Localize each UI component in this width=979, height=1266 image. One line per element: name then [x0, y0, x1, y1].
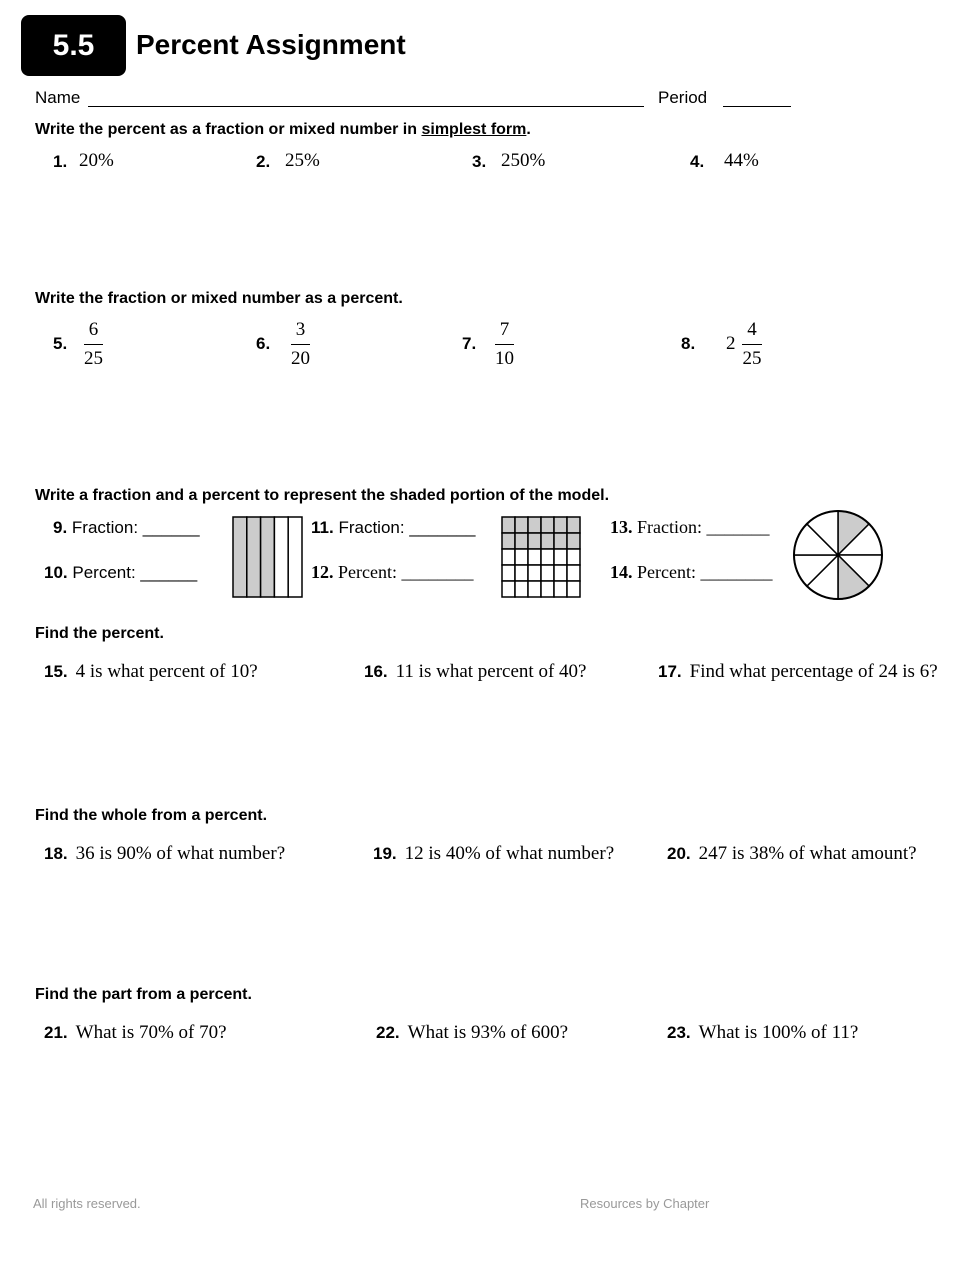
grid-cell	[554, 565, 567, 581]
problem-number: 21.	[44, 1023, 68, 1042]
problem-value: 250%	[501, 150, 546, 171]
grid-cell	[554, 517, 567, 533]
grid-cell	[528, 565, 541, 581]
numerator: 4	[742, 319, 762, 345]
grid-cell	[554, 533, 567, 549]
problem-number: 2.	[256, 152, 271, 171]
question-label: Percent:	[637, 562, 696, 582]
footer-copyright: All rights reserved.	[33, 1196, 141, 1211]
grid-cell	[554, 549, 567, 565]
problem-number: 3.	[472, 152, 487, 171]
problem-text: 12 is 40% of what number?	[404, 843, 615, 864]
model-question	[311, 518, 476, 538]
question-label: Percent:	[72, 563, 136, 582]
numerator: 7	[495, 319, 515, 345]
lesson-badge	[21, 15, 126, 76]
whole-part: 2	[726, 333, 736, 355]
word-problem	[44, 1022, 227, 1044]
strip-part	[233, 517, 247, 597]
instruction-end: .	[526, 121, 531, 138]
section-2-instruction: Write the fraction or mixed number as a percent.	[35, 290, 403, 307]
grid-cell	[541, 517, 554, 533]
model-question	[610, 562, 772, 583]
problem-text: What is 93% of 600?	[407, 1022, 569, 1043]
problem-value: 20%	[79, 150, 114, 171]
lesson-number: 5.5	[52, 28, 95, 62]
question-label: Fraction:	[71, 518, 139, 537]
grid-cell	[502, 549, 515, 565]
problem-number: 23.	[667, 1023, 691, 1042]
grid-cell	[528, 533, 541, 549]
answer-blank[interactable]: ______	[142, 518, 200, 537]
answer-blank[interactable]: ________	[401, 562, 474, 582]
word-problem	[44, 843, 285, 865]
problem-number: 10.	[44, 563, 68, 582]
strip-part	[247, 517, 261, 597]
period-field[interactable]	[723, 106, 791, 107]
problem-number: 16.	[364, 662, 388, 681]
grid-cell	[567, 581, 580, 597]
problem-number: 13.	[610, 517, 633, 537]
strip-part	[261, 517, 275, 597]
question-label: Percent:	[338, 562, 397, 582]
answer-blank[interactable]: ______	[140, 563, 198, 582]
problem-number: 9.	[53, 518, 68, 537]
strip-part	[274, 517, 288, 597]
problem-number: 6.	[256, 334, 271, 353]
model-question	[610, 517, 770, 538]
grid-cell	[502, 517, 515, 533]
strip-model	[232, 516, 304, 599]
problem-number: 8.	[681, 334, 696, 353]
problem-value: 44%	[724, 150, 759, 171]
grid-cell	[541, 565, 554, 581]
section-3-instruction: Write a fraction and a percent to represent the shaded portion of the model.	[35, 487, 610, 504]
grid-cell	[528, 517, 541, 533]
denominator: 20	[291, 347, 310, 369]
instruction-emphasis: simplest form	[421, 121, 527, 138]
grid-model	[501, 516, 582, 599]
word-problem	[373, 843, 614, 865]
word-problem	[44, 661, 258, 683]
denominator: 25	[742, 347, 762, 369]
circle-model	[790, 508, 886, 602]
answer-blank[interactable]: ________	[700, 562, 773, 582]
word-problem	[658, 661, 938, 683]
problem-number: 1.	[53, 152, 68, 171]
mixed-number	[726, 319, 767, 370]
question-label: Fraction:	[637, 517, 702, 537]
question-label: Fraction:	[338, 518, 405, 537]
grid-cell	[567, 565, 580, 581]
grid-cell	[554, 581, 567, 597]
grid-cell	[528, 581, 541, 597]
problem-text: 247 is 38% of what amount?	[698, 843, 917, 864]
fraction	[79, 319, 108, 370]
problem-number: 17.	[658, 662, 682, 681]
problem-number: 12.	[311, 562, 334, 582]
strip-part	[288, 517, 302, 597]
section-5-instruction: Find the whole from a percent.	[35, 807, 268, 824]
grid-cell	[502, 565, 515, 581]
word-problem	[667, 1022, 858, 1044]
grid-cell	[502, 581, 515, 597]
grid-cell	[541, 581, 554, 597]
problem-text: What is 70% of 70?	[75, 1022, 227, 1043]
problem-number: 5.	[53, 334, 68, 353]
grid-cell	[502, 533, 515, 549]
fraction	[490, 319, 519, 370]
problem-number: 11.	[311, 518, 334, 537]
problem-text: Find what percentage of 24 is 6?	[689, 661, 938, 682]
grid-cell	[515, 565, 528, 581]
name-field[interactable]	[88, 106, 644, 107]
section-1-instruction	[35, 121, 531, 139]
problem-number: 14.	[610, 562, 633, 582]
grid-cell	[515, 581, 528, 597]
word-problem	[364, 661, 586, 683]
problem-number: 15.	[44, 662, 68, 681]
grid-cell	[567, 549, 580, 565]
grid-cell	[541, 533, 554, 549]
denominator: 10	[495, 347, 514, 369]
word-problem	[376, 1022, 568, 1044]
word-problem	[667, 843, 917, 865]
problem-number: 20.	[667, 844, 691, 863]
problem-text: What is 100% of 11?	[698, 1022, 859, 1043]
grid-cell	[541, 549, 554, 565]
answer-blank[interactable]: _______	[409, 518, 476, 537]
problem-text: 36 is 90% of what number?	[75, 843, 286, 864]
model-question	[44, 563, 197, 583]
instruction-text: Write the percent as a fraction or mixed number in	[35, 121, 422, 138]
problem-number: 18.	[44, 844, 68, 863]
numerator: 3	[291, 319, 311, 345]
grid-cell	[515, 517, 528, 533]
fraction	[286, 319, 315, 370]
grid-cell	[567, 533, 580, 549]
name-label: Name	[35, 88, 81, 107]
problem-number: 4.	[690, 152, 705, 171]
problem-text: 4 is what percent of 10?	[75, 661, 258, 682]
page-title: Percent Assignment	[136, 29, 406, 60]
problem-value: 25%	[285, 150, 320, 171]
model-question	[311, 562, 473, 583]
grid-cell	[567, 517, 580, 533]
problem-number: 22.	[376, 1023, 400, 1042]
grid-cell	[515, 549, 528, 565]
grid-cell	[528, 549, 541, 565]
section-4-instruction: Find the percent.	[35, 625, 164, 642]
problem-text: 11 is what percent of 40?	[395, 661, 587, 682]
model-question	[53, 518, 200, 538]
section-6-instruction: Find the part from a percent.	[35, 986, 252, 1003]
problem-number: 7.	[462, 334, 477, 353]
denominator: 25	[84, 347, 103, 369]
period-label: Period	[658, 88, 708, 107]
numerator: 6	[84, 319, 104, 345]
footer-resource: Resources by Chapter	[580, 1196, 710, 1211]
problem-number: 19.	[373, 844, 397, 863]
grid-cell	[515, 533, 528, 549]
answer-blank[interactable]: _______	[706, 517, 770, 537]
